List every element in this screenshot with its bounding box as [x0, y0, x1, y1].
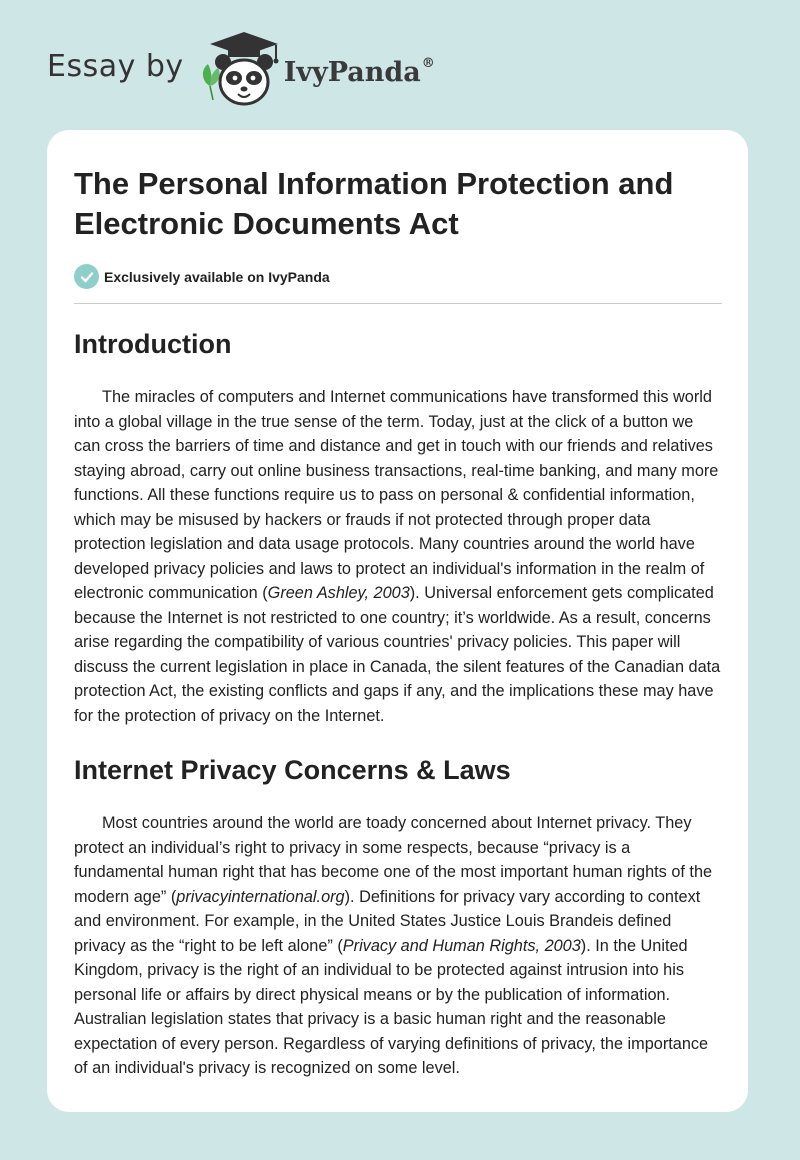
checkmark-icon	[74, 264, 99, 289]
paragraph-text: ). Universal enforcement gets complicated because the Internet is not restricted to one country; it’s worldwide. As a result, concerns arise regarding the compatibility of various countries' privacy policies. This paper will discuss the current legislation in place in Canada, the silent features of the Canadian data protection Act, the existing conflicts and gaps if any, and the implications these may have for the protection of privacy on the Internet.	[74, 584, 721, 725]
section-heading-introduction: Introduction	[74, 329, 232, 359]
brand-prefix: Essay by	[47, 48, 184, 84]
citation: privacyinternational.org	[176, 887, 345, 906]
leaf-icon	[203, 64, 220, 100]
paragraph-text: ). Definitions for privacy vary according to context and environment. For example, in the United States Justice Louis Brandeis defined privacy as the “right to be left alone” (	[74, 887, 701, 955]
brand-name: IvyPanda®	[283, 56, 435, 88]
paragraph-text: Most countries around the world are toady concerned about Internet privacy. They protect an individual’s right to privacy in some respects, because “privacy is a fundamental human right that has become one of the most important human rights of the modern age” (	[74, 814, 713, 906]
panda-with-graduation-cap-icon	[198, 30, 282, 110]
paragraph-text: ). In the United Kingdom, privacy is the right of an individual to be protected against intrusion into his personal life or affairs by direct physical means or by the publication of information. Australian legislation states that privacy is a basic human right and the reasonable expectation of every person. Regardless of varying definitions of privacy, the importance of an individual's privacy is recognized on some level.	[74, 936, 709, 1077]
divider	[74, 303, 722, 304]
paragraph-introduction	[74, 385, 722, 728]
section-heading-internet-privacy: Internet Privacy Concerns & Laws	[74, 755, 511, 785]
exclusive-badge	[74, 264, 330, 289]
registered-mark: ®	[421, 56, 435, 71]
essay-card	[47, 130, 748, 1112]
exclusive-label: Exclusively available on IvyPanda	[104, 268, 330, 285]
citation: Privacy and Human Rights, 2003	[342, 936, 581, 955]
paragraph-text: The miracles of computers and Internet communications have transformed this world into a global village in the true sense of the term. Today, just at the click of a button we can cross the barriers of time and distance and get in touch with our friends and relatives staying abroad, carry out online business transactions, real-time banking, and many more functions. All these functions require us to pass on personal & confidential information, which may be misused by hackers or frauds if not protected through proper data protection legislation and data usage protocols. Many countries around the world have developed privacy policies and laws to protect an individual's information in the realm of electronic communication (	[74, 388, 719, 602]
citation: Green Ashley, 2003	[267, 584, 410, 602]
essay-title: The Personal Information Protection and Electronic Documents Act	[74, 166, 674, 241]
brand-header[interactable]	[47, 30, 487, 110]
paragraph-internet-privacy	[74, 811, 722, 1081]
